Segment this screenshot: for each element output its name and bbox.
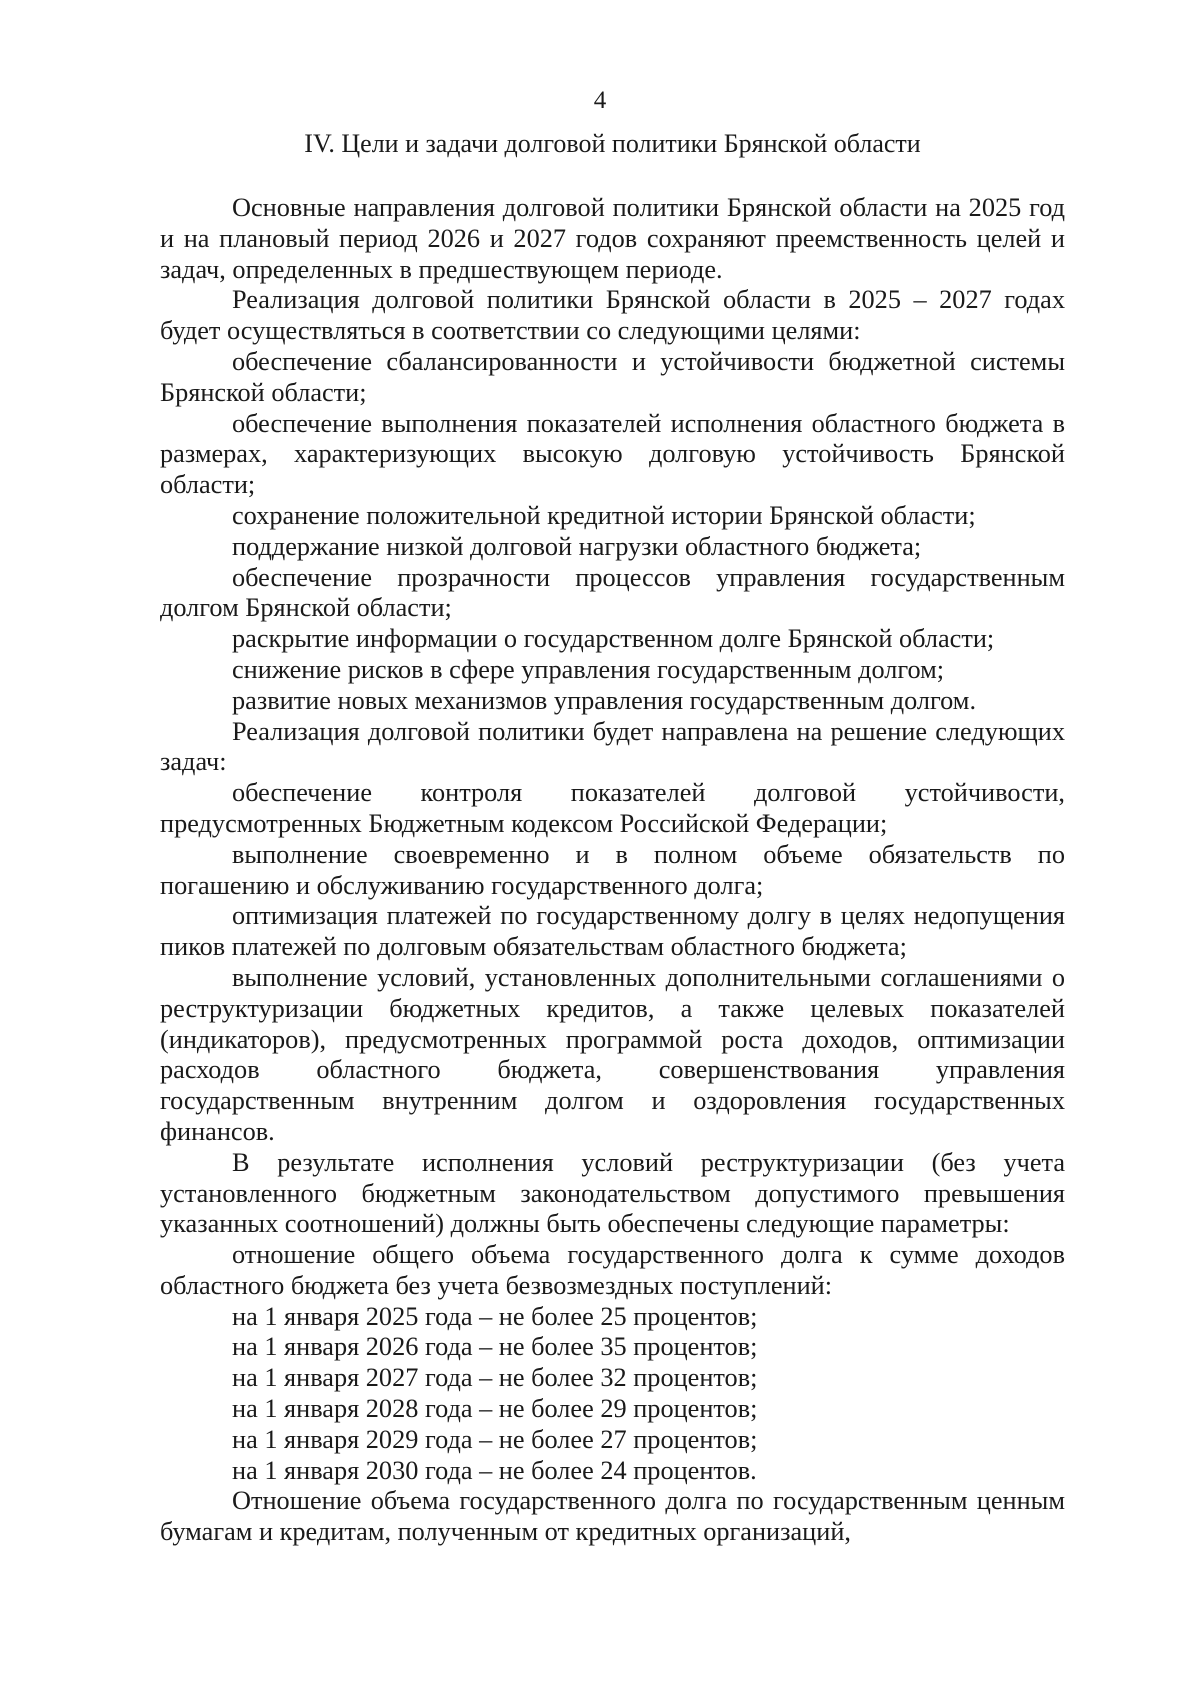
paragraph: В результате исполнения условий реструктуризации (без учета установленного бюджетным законодательством допустимого превышения указанных соотношений) должны быть обеспечены следующие параметры: <box>160 1147 1065 1239</box>
paragraph: Отношение объема государственного долга по государственным ценным бумагам и кредитам, полученным от кредитных организаций, <box>160 1486 1065 1547</box>
paragraph: отношение общего объема государственного долга к сумме доходов областного бюджета без учета безвозмездных поступлений: <box>160 1240 1065 1300</box>
parameter-item: на 1 января 2027 года – не более 32 процентов; <box>232 1363 758 1393</box>
goal-item: развитие новых механизмов управления государственным долгом. <box>232 685 977 715</box>
section-title: IV. Цели и задачи долговой политики Брянской области <box>304 129 921 158</box>
task-item: выполнение условий, установленных дополнительными соглашениями о реструктуризации бюджетных кредитов, а также целевых показателей (индикаторов), предусмотренных программой роста доходов, оптимизации расходов областного бюджета, совершенствования управления государственным внутренним долгом и оздоровления государственных финансов. <box>160 962 1065 1146</box>
parameter-item: на 1 января 2029 года – не более 27 процентов; <box>232 1424 758 1454</box>
parameter-item: на 1 января 2030 года – не более 24 процентов. <box>232 1455 757 1485</box>
paragraph: Реализация долговой политики будет направлена на решение следующих задач: <box>160 716 1065 777</box>
task-item: оптимизация платежей по государственному долгу в целях недопущения пиков платежей по долговым обязательствам областного бюджета; <box>160 901 1065 962</box>
goal-item: сохранение положительной кредитной истории Брянской области; <box>232 500 976 530</box>
goal-item: обеспечение сбалансированности и устойчивости бюджетной системы Брянской области; <box>160 346 1065 407</box>
paragraph: Основные направления долговой политики Брянской области на 2025 год и на плановый период 2026 и 2027 годов сохраняют преемственность целей и задач, определенных в предшествующем периоде. <box>160 193 1065 284</box>
goal-item: поддержание низкой долговой нагрузки областного бюджета; <box>232 531 922 561</box>
task-item: выполнение своевременно и в полном объеме обязательств по погашению и обслуживанию государственного долга; <box>160 839 1065 900</box>
paragraph: Реализация долговой политики Брянской области в 2025 – 2027 годах будет осуществляться в соответствии со следующими целями: <box>160 285 1065 346</box>
document-body <box>160 193 1065 1548</box>
page-number: 4 <box>593 87 607 114</box>
parameter-item: на 1 января 2025 года – не более 25 процентов; <box>232 1301 758 1331</box>
parameter-item: на 1 января 2026 года – не более 35 процентов; <box>232 1332 758 1362</box>
goal-item: снижение рисков в сфере управления государственным долгом; <box>232 654 945 684</box>
parameter-item: на 1 января 2028 года – не более 29 процентов; <box>232 1394 758 1424</box>
goal-item: раскрытие информации о государственном долге Брянской области; <box>232 624 995 654</box>
task-item: обеспечение контроля показателей долговой устойчивости, предусмотренных Бюджетным кодексом Российской Федерации; <box>160 778 1065 838</box>
goal-item: обеспечение выполнения показателей исполнения областного бюджета в размерах, характеризующих высокую долговую устойчивость Брянской области; <box>160 408 1065 500</box>
goal-item: обеспечение прозрачности процессов управления государственным долгом Брянской области; <box>160 562 1065 623</box>
